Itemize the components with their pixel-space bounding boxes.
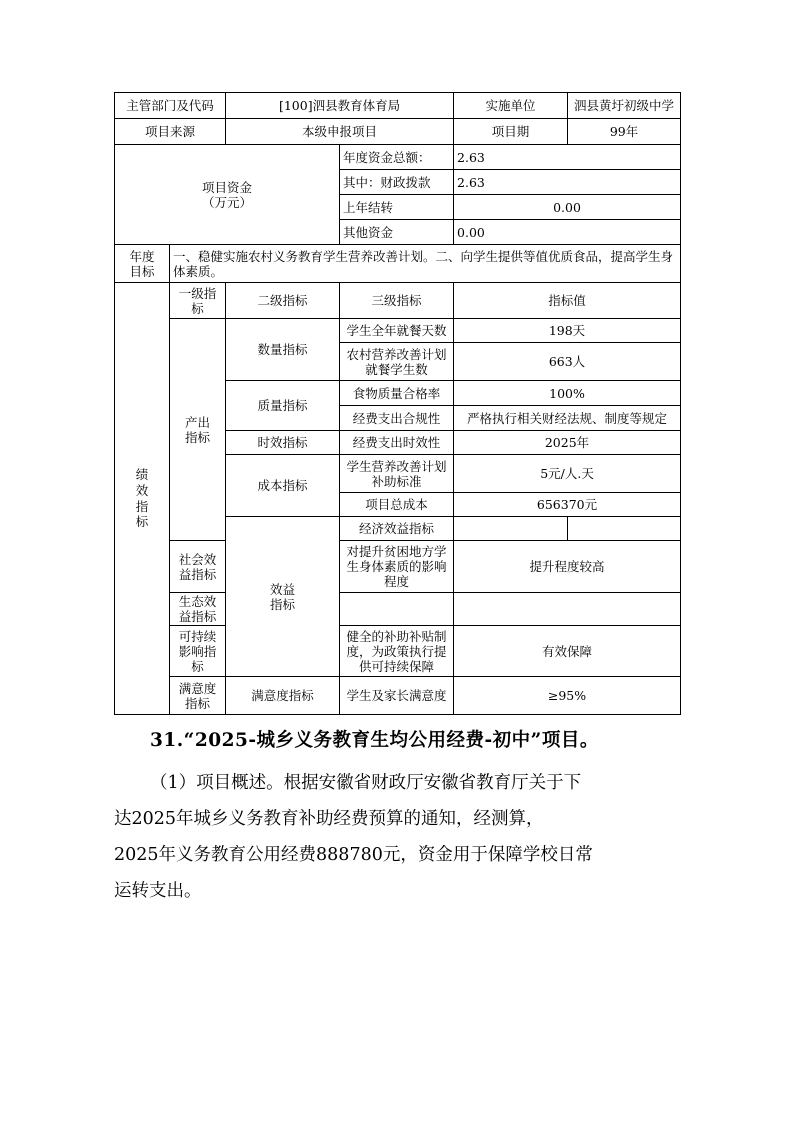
paragraph-line: 2025年义务教育公用经费888780元，资金用于保障学校日常 xyxy=(114,845,593,865)
indicator-name: 健全的补助补贴制度，为政策执行提供可持续保障 xyxy=(340,626,454,677)
indicator-name: 食物质量合格率 xyxy=(340,381,454,406)
table-row xyxy=(115,626,681,677)
funds-label xyxy=(115,145,340,245)
performance-table xyxy=(114,92,681,715)
indicator-value: 198天 xyxy=(454,319,681,343)
section-paragraph xyxy=(114,765,680,909)
indicators-group-label xyxy=(115,283,170,715)
source-label: 项目来源 xyxy=(115,119,226,145)
goal-text: 一、稳健实施农村义务教育学生营养改善计划。二、向学生提供等值优质食品，提高学生身体素质。 xyxy=(170,245,681,283)
cost-label: 成本指标 xyxy=(226,455,340,517)
funds-label-line2: （万元） xyxy=(202,194,253,210)
indicator-value: 663人 xyxy=(454,343,681,381)
table-row xyxy=(115,541,681,593)
sustainable-label: 可持续影响指标 xyxy=(170,626,226,677)
benefit-label xyxy=(226,517,340,677)
goal-label xyxy=(115,245,170,283)
paragraph-line: 达2025年城乡义务教育补助经费预算的通知，经测算， xyxy=(114,809,544,829)
header-level2: 二级指标 xyxy=(226,283,340,319)
table-row xyxy=(115,283,681,319)
indicator-name: 学生全年就餐天数 xyxy=(340,319,454,343)
funds-item-label: 其中：财政拨款 xyxy=(340,170,454,195)
satisfaction-sub-label: 满意度指标 xyxy=(226,677,340,715)
economic-label: 经济效益指标 xyxy=(340,517,454,541)
header-level1: 一级指标 xyxy=(170,283,226,319)
indicator-value: 有效保障 xyxy=(454,626,681,677)
unit-label: 实施单位 xyxy=(454,93,568,119)
funds-item-value: 2.63 xyxy=(454,145,681,170)
indicator-name: 经费支出时效性 xyxy=(340,431,454,455)
indicator-name: 学生及家长满意度 xyxy=(340,677,454,715)
indicator-value: 100% xyxy=(454,381,681,406)
indicator-name: 学生营养改善计划补助标准 xyxy=(340,455,454,493)
table-row xyxy=(115,593,681,626)
indicator-name: 经费支出合规性 xyxy=(340,406,454,431)
satisfaction-label xyxy=(170,677,226,715)
funds-item-value: 0.00 xyxy=(454,195,681,220)
ecological-label: 生态效益指标 xyxy=(170,593,226,626)
indicators-group-text: 绩效指标 xyxy=(135,467,149,530)
goal-label-line2: 目标 xyxy=(129,263,155,279)
source-value: 本级申报项目 xyxy=(226,119,454,145)
section-title: 31.“2025-城乡义务教育生均公用经费-初中”项目。 xyxy=(150,730,599,751)
indicator-name xyxy=(340,593,454,626)
table-row xyxy=(115,145,681,170)
social-label: 社会效益指标 xyxy=(170,541,226,593)
indicator-name: 农村营养改善计划就餐学生数 xyxy=(340,343,454,381)
funds-item-label: 其他资金 xyxy=(340,220,454,245)
header-value: 指标值 xyxy=(454,283,681,319)
funds-label-line1: 项目资金 xyxy=(202,179,253,195)
dept-label: 主管部门及代码 xyxy=(115,93,226,119)
period-value: 99年 xyxy=(568,119,681,145)
table-row xyxy=(115,319,681,343)
timeliness-label: 时效指标 xyxy=(226,431,340,455)
indicator-value xyxy=(568,517,681,541)
funds-item-value: 0.00 xyxy=(454,220,681,245)
indicator-value xyxy=(454,593,681,626)
unit-value: 泗县黄圩初级中学 xyxy=(568,93,681,119)
header-level3: 三级指标 xyxy=(340,283,454,319)
indicator-value: 5元/人.天 xyxy=(454,455,681,493)
funds-item-value: 2.63 xyxy=(454,170,681,195)
table-row xyxy=(115,245,681,283)
table-row xyxy=(115,677,681,715)
output-label xyxy=(170,319,226,541)
indicator-name xyxy=(454,517,568,541)
quantity-label: 数量指标 xyxy=(226,319,340,381)
indicator-name: 项目总成本 xyxy=(340,493,454,517)
indicator-value: 656370元 xyxy=(454,493,681,517)
indicator-value: 2025年 xyxy=(454,431,681,455)
paragraph-line: （1）项目概述。根据安徽省财政厅安徽省教育厅关于下 xyxy=(150,773,582,793)
period-label: 项目期 xyxy=(454,119,568,145)
table-row xyxy=(115,119,681,145)
goal-label-line1: 年度 xyxy=(129,248,155,264)
indicator-value: ≥95% xyxy=(454,677,681,715)
funds-item-label: 上年结转 xyxy=(340,195,454,220)
dept-value: [100]泗县教育体育局 xyxy=(226,93,454,119)
indicator-value: 严格执行相关财经法规、制度等规定 xyxy=(454,406,681,431)
quality-label: 质量指标 xyxy=(226,381,340,431)
output-label-text: 产出指标 xyxy=(184,414,210,445)
paragraph-line: 运转支出。 xyxy=(114,881,202,901)
funds-item-label: 年度资金总额： xyxy=(340,145,454,170)
benefit-label-text: 效益指标 xyxy=(270,581,296,612)
indicator-name: 对提升贫困地方学生身体素质的影响程度 xyxy=(340,541,454,593)
satisfaction-label-text: 满意度指标 xyxy=(178,680,217,711)
table-row xyxy=(115,93,681,119)
indicator-value: 提升程度较高 xyxy=(454,541,681,593)
